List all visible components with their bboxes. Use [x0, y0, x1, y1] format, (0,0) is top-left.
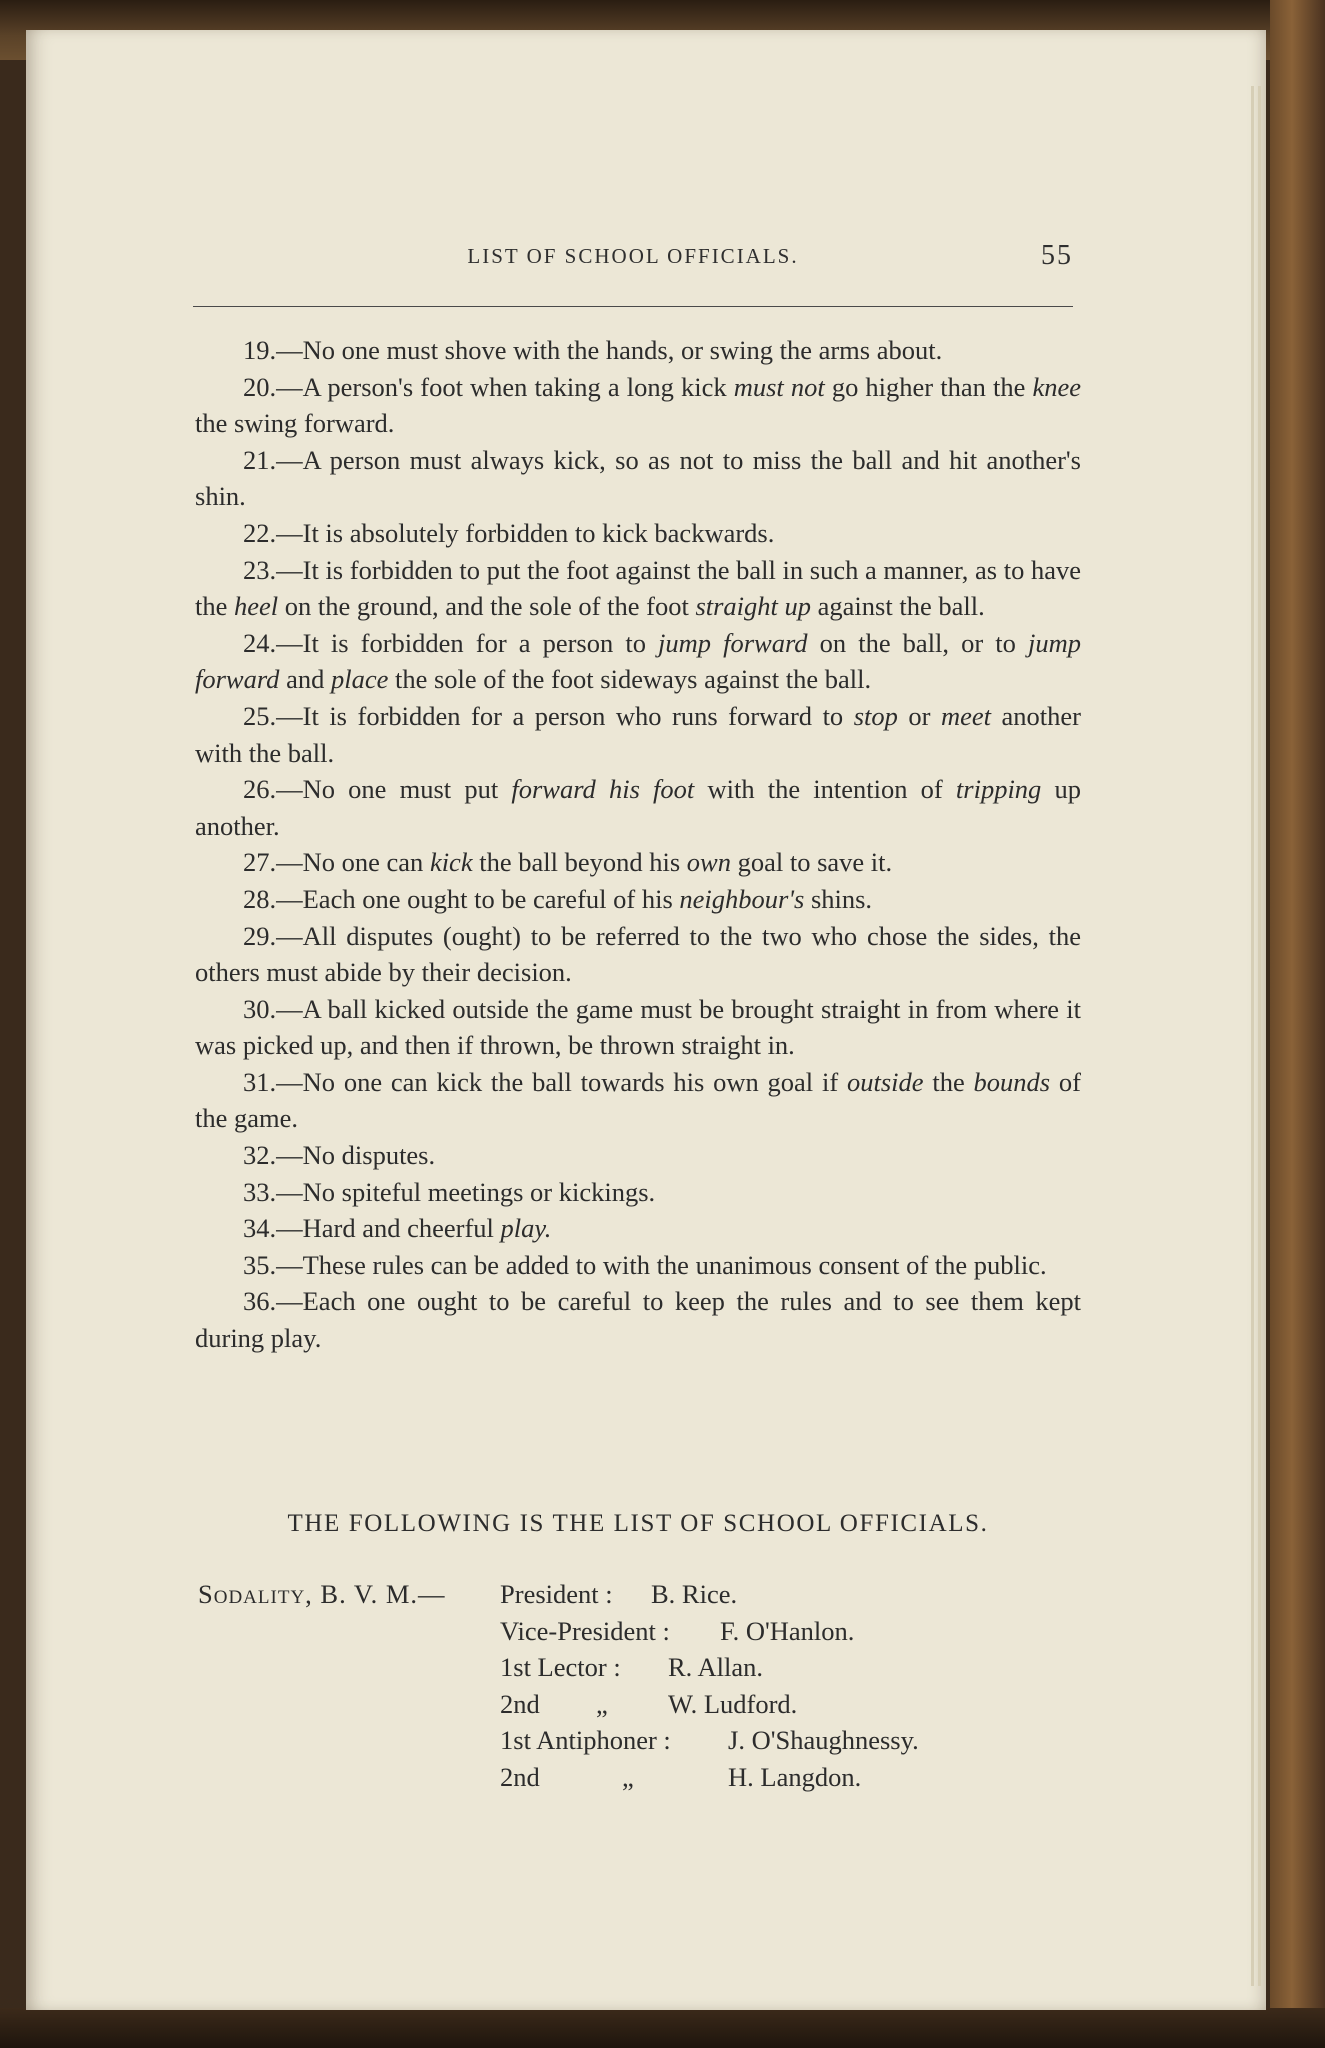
rule-number: 21. — [243, 444, 277, 475]
ditto-mark: „ — [622, 1761, 634, 1792]
rule-dash: — — [276, 883, 303, 914]
official-holder: J. O'Shaughnessy. — [728, 1725, 919, 1756]
rule-text: the sole of the foot sideways against the ball. — [388, 664, 872, 695]
rule-dash: — — [276, 554, 303, 585]
rule-number: 19. — [243, 335, 277, 365]
rule-emphasis: heel — [234, 591, 279, 622]
rule-emphasis: knee — [1032, 371, 1081, 402]
rule-emphasis: must not — [733, 371, 825, 402]
rule-dash: — — [276, 700, 303, 731]
rule-item — [195, 332, 1081, 369]
rule-item — [195, 515, 1081, 552]
official-row — [198, 1576, 1098, 1613]
rule-text: the ball beyond his — [472, 847, 687, 878]
rules-list — [195, 332, 1081, 1357]
rule-text: It is forbidden for a person who runs forward to — [302, 700, 854, 731]
rule-emphasis: outside — [846, 1066, 924, 1097]
rule-text: A person must always kick, so as not to miss the ball and hit another's shin. — [195, 444, 1081, 512]
rule-number: 34. — [243, 1213, 277, 1244]
official-holder: B. Rice. — [651, 1579, 738, 1609]
rule-number: 20. — [243, 371, 277, 402]
rule-dash: — — [276, 993, 303, 1024]
rule-item — [195, 771, 1081, 844]
rule-text: No one must shove with the hands, or swing the arms about. — [302, 335, 943, 365]
rule-emphasis: kick — [429, 847, 473, 878]
rule-dash: — — [276, 774, 303, 805]
rule-item — [195, 625, 1081, 698]
rule-text: A person's foot when taking a long kick — [302, 371, 734, 402]
official-row — [198, 1686, 1098, 1723]
rule-emphasis: own — [686, 847, 731, 878]
page-edge-line — [1258, 86, 1261, 1986]
rule-dash: — — [276, 1249, 303, 1280]
rule-item — [195, 844, 1081, 881]
rule-number: 26. — [243, 774, 277, 805]
official-holder: H. Langdon. — [728, 1761, 862, 1792]
rule-dash: — — [276, 1286, 303, 1317]
book-cover-bottom — [0, 2008, 1325, 2048]
rule-text: No one can — [302, 847, 430, 878]
rule-dash: — — [276, 371, 303, 402]
officials-list — [198, 1576, 1098, 1796]
rule-emphasis: place — [330, 664, 389, 695]
rule-item — [195, 918, 1081, 991]
official-row — [198, 1649, 1098, 1686]
official-holder: F. O'Hanlon. — [720, 1615, 855, 1646]
rule-dash: — — [276, 1140, 303, 1171]
ditto-mark: „ — [596, 1688, 608, 1719]
rule-number: 22. — [243, 517, 277, 548]
rule-item — [195, 991, 1081, 1064]
rule-item — [195, 369, 1081, 442]
rule-text: another with the ball. — [195, 700, 1082, 768]
rule-text: the swing forward. — [195, 408, 395, 439]
rule-number: 30. — [243, 993, 277, 1024]
rule-text: up another. — [195, 774, 1081, 841]
rule-item — [195, 552, 1081, 625]
rule-number: 29. — [243, 920, 277, 951]
official-role: 2nd — [500, 1761, 540, 1792]
rule-text: on the ball, or to — [807, 627, 1028, 658]
rule-text: goal to save it. — [730, 847, 893, 878]
page-number: 55 — [1041, 240, 1073, 271]
rule-text: No one must put — [302, 774, 512, 805]
rule-emphasis: stop — [853, 700, 898, 731]
rule-dash: — — [276, 1066, 303, 1097]
official-row — [198, 1759, 1098, 1796]
rule-dash: — — [276, 847, 303, 878]
rule-number: 36. — [243, 1286, 277, 1317]
rule-emphasis: meet — [941, 700, 992, 731]
rule-text: No disputes. — [302, 1140, 436, 1171]
official-role: President : — [500, 1579, 613, 1609]
rule-emphasis: play. — [500, 1213, 552, 1244]
rule-number: 35. — [243, 1249, 277, 1280]
rule-number: 25. — [243, 700, 277, 731]
organization-name: Sodality, B. V. M.— — [198, 1579, 446, 1609]
rule-item — [195, 1064, 1081, 1137]
section-heading: THE FOLLOWING IS THE LIST OF SCHOOL OFFICIALS. — [287, 1510, 989, 1537]
rule-text: Each one ought to be careful of his — [302, 883, 680, 914]
rule-text: It is absolutely forbidden to kick backwards. — [302, 517, 775, 548]
rule-text: against the ball. — [811, 591, 985, 622]
official-role: 1st Lector : — [500, 1652, 621, 1683]
rule-number: 31. — [243, 1066, 277, 1097]
rule-dash: — — [276, 1213, 303, 1244]
rule-item — [195, 1283, 1081, 1356]
rule-item — [195, 1247, 1081, 1284]
rule-emphasis: neighbour's — [679, 883, 805, 914]
rule-text: Hard and cheerful — [302, 1213, 501, 1244]
rule-item — [195, 442, 1081, 515]
running-title: LIST OF SCHOOL OFFICIALS. — [467, 244, 799, 268]
rule-text: shins. — [804, 883, 873, 914]
rule-text: A ball kicked outside the game must be brought straight in from where it was picked up, and then if thrown, be thrown straight in. — [195, 993, 1081, 1061]
official-role: 2nd — [500, 1688, 540, 1719]
official-holder: R. Allan. — [668, 1652, 763, 1683]
page-edge-line — [1251, 86, 1254, 1986]
rule-number: 24. — [243, 627, 277, 658]
book-cover-right — [1270, 0, 1325, 2048]
rule-text: on the ground, and the sole of the foot — [278, 591, 696, 622]
rule-number: 27. — [243, 847, 277, 878]
rule-emphasis: bounds — [973, 1066, 1051, 1097]
rule-text: No spiteful meetings or kickings. — [302, 1176, 656, 1207]
rule-number: 32. — [243, 1140, 277, 1171]
rule-emphasis: forward his foot — [511, 774, 695, 805]
rule-dash: — — [276, 517, 303, 548]
rule-text: the — [923, 1066, 974, 1097]
rule-dash: — — [276, 1176, 303, 1207]
rule-text: All disputes (ought) to be referred to the two who chose the sides, the others must abide by their decision. — [195, 920, 1081, 988]
rule-number: 23. — [243, 554, 277, 585]
rule-dash: — — [276, 335, 303, 365]
rule-text: No one can kick the ball towards his own goal if — [302, 1066, 847, 1097]
rule-text: with the intention of — [694, 774, 956, 805]
rule-text: and — [279, 664, 331, 695]
rule-number: 28. — [243, 883, 277, 914]
rule-item — [195, 1137, 1081, 1174]
rule-item — [195, 881, 1081, 918]
rule-item — [195, 1210, 1081, 1247]
rule-dash: — — [276, 920, 303, 951]
rule-number: 33. — [243, 1176, 277, 1207]
rule-item — [195, 698, 1081, 771]
rule-text: It is forbidden for a person to — [302, 627, 659, 658]
rule-text: Each one ought to be careful to keep the rules and to see them kept during play. — [195, 1286, 1081, 1354]
page-header — [193, 240, 1073, 284]
rule-emphasis: jump forward — [658, 627, 808, 658]
official-row — [198, 1613, 1098, 1650]
rule-text: go higher than the — [824, 371, 1033, 402]
rule-dash: — — [276, 444, 303, 475]
official-role: Vice-President : — [500, 1615, 670, 1646]
rule-emphasis: tripping — [955, 774, 1042, 805]
official-role: 1st Antiphoner : — [500, 1725, 671, 1756]
rule-emphasis: straight up — [695, 591, 812, 622]
header-rule — [193, 306, 1073, 307]
rule-text: of the game. — [195, 1066, 1082, 1134]
rule-emphasis: jump forward — [195, 627, 1081, 695]
rule-text: It is forbidden to put the foot against the ball in such a manner, as to have the — [195, 554, 1081, 622]
official-row — [198, 1722, 1098, 1759]
rule-dash: — — [276, 627, 303, 658]
rule-text: or — [897, 700, 941, 731]
official-holder: W. Ludford. — [668, 1688, 798, 1719]
rule-text: These rules can be added to with the unanimous consent of the public. — [302, 1249, 1047, 1280]
rule-item — [195, 1174, 1081, 1211]
